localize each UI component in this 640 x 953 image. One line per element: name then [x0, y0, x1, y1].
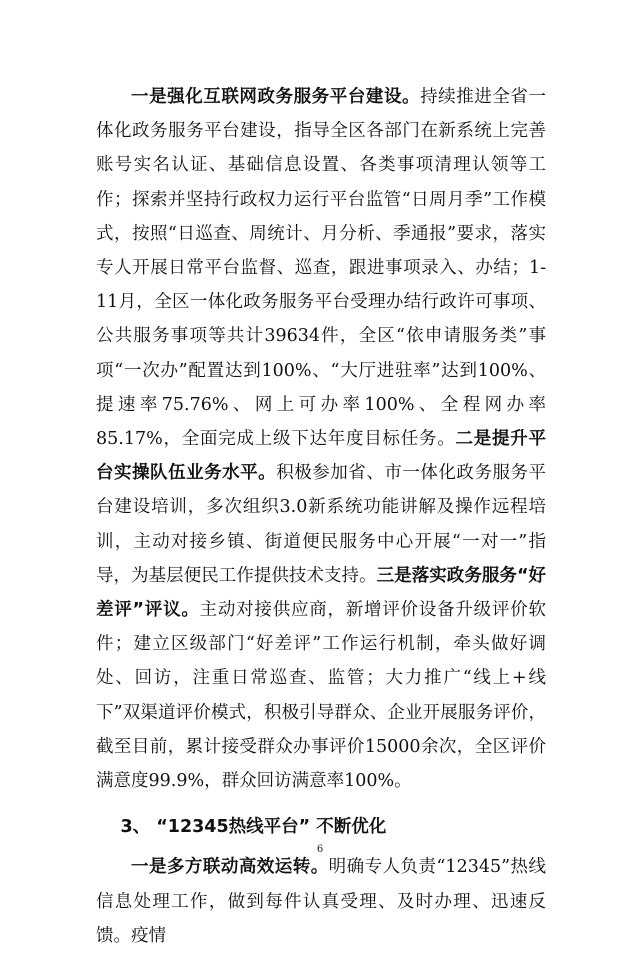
bold-lead-3: 三是落实政务服务“好差评”评议。 — [96, 565, 546, 621]
body-text — [96, 80, 546, 953]
page-number: 6 — [316, 844, 324, 855]
paragraph-text-3: 主动对接供应商，新增评价设备升级评价软件；建立区级部门“好差评”工作运行机制，牵头做好调处、回访，注重日常巡查、监管；大力推广“线上+线下”双渠道评价模式，积极引导群众、企业开展服务评价，截至目前，累计接受群众办事评价15000余次，全区评价满意度99.9%，群众回访满意率100%。 — [96, 600, 546, 792]
paragraph-text-1: 持续推进全省一体化政务服务平台建设，指导全区各部门在新系统上完善账号实名认证、基础信息设置、各类事项清理认领等工作；探索并坚持行政权力运行平台监管“日周月季”工作模式，按照“日巡查、周统计、月分析、季通报”要求，落实专人开展日常平台监督、巡查，跟进事项录入、办结；1-11月，全区一体化政务服务平台受理办结行政许可事项、公共服务事项等共计39634件，全区“依申请服务类”事项“一次办”配置达到100%、“大厅进驻率”达到100%、提速率75.76%、网上可办率100%、全程网办率85.17%，全面完成上级下达年度目标任务。 — [96, 87, 547, 450]
paragraph-text-hotline: 明确专人负责“12345”热线信息处理工作，做到每件认真受理、及时办理、迅速反馈。疫情 — [96, 857, 546, 946]
paragraph-hotline — [96, 850, 546, 953]
paragraph-platform-work — [96, 80, 546, 798]
bold-lead-1: 一是强化互联网政务服务平台建设。 — [131, 87, 421, 107]
section-heading: 3、 “12345热线平台” 不断优化 — [120, 817, 387, 838]
bold-lead-2: 二是提升平台实操队伍业务水平。 — [96, 429, 547, 484]
bold-lead-hotline: 一是多方联动高效运转。 — [131, 857, 329, 878]
paragraph-text-2: 积极参加省、市一体化政务服务平台建设培训，多次组织3.0新系统功能讲解及操作远程培训，主动对接乡镇、街道便民服务中心开展“一对一”指导，为基层便民工作提供技术支持。 — [96, 463, 547, 586]
